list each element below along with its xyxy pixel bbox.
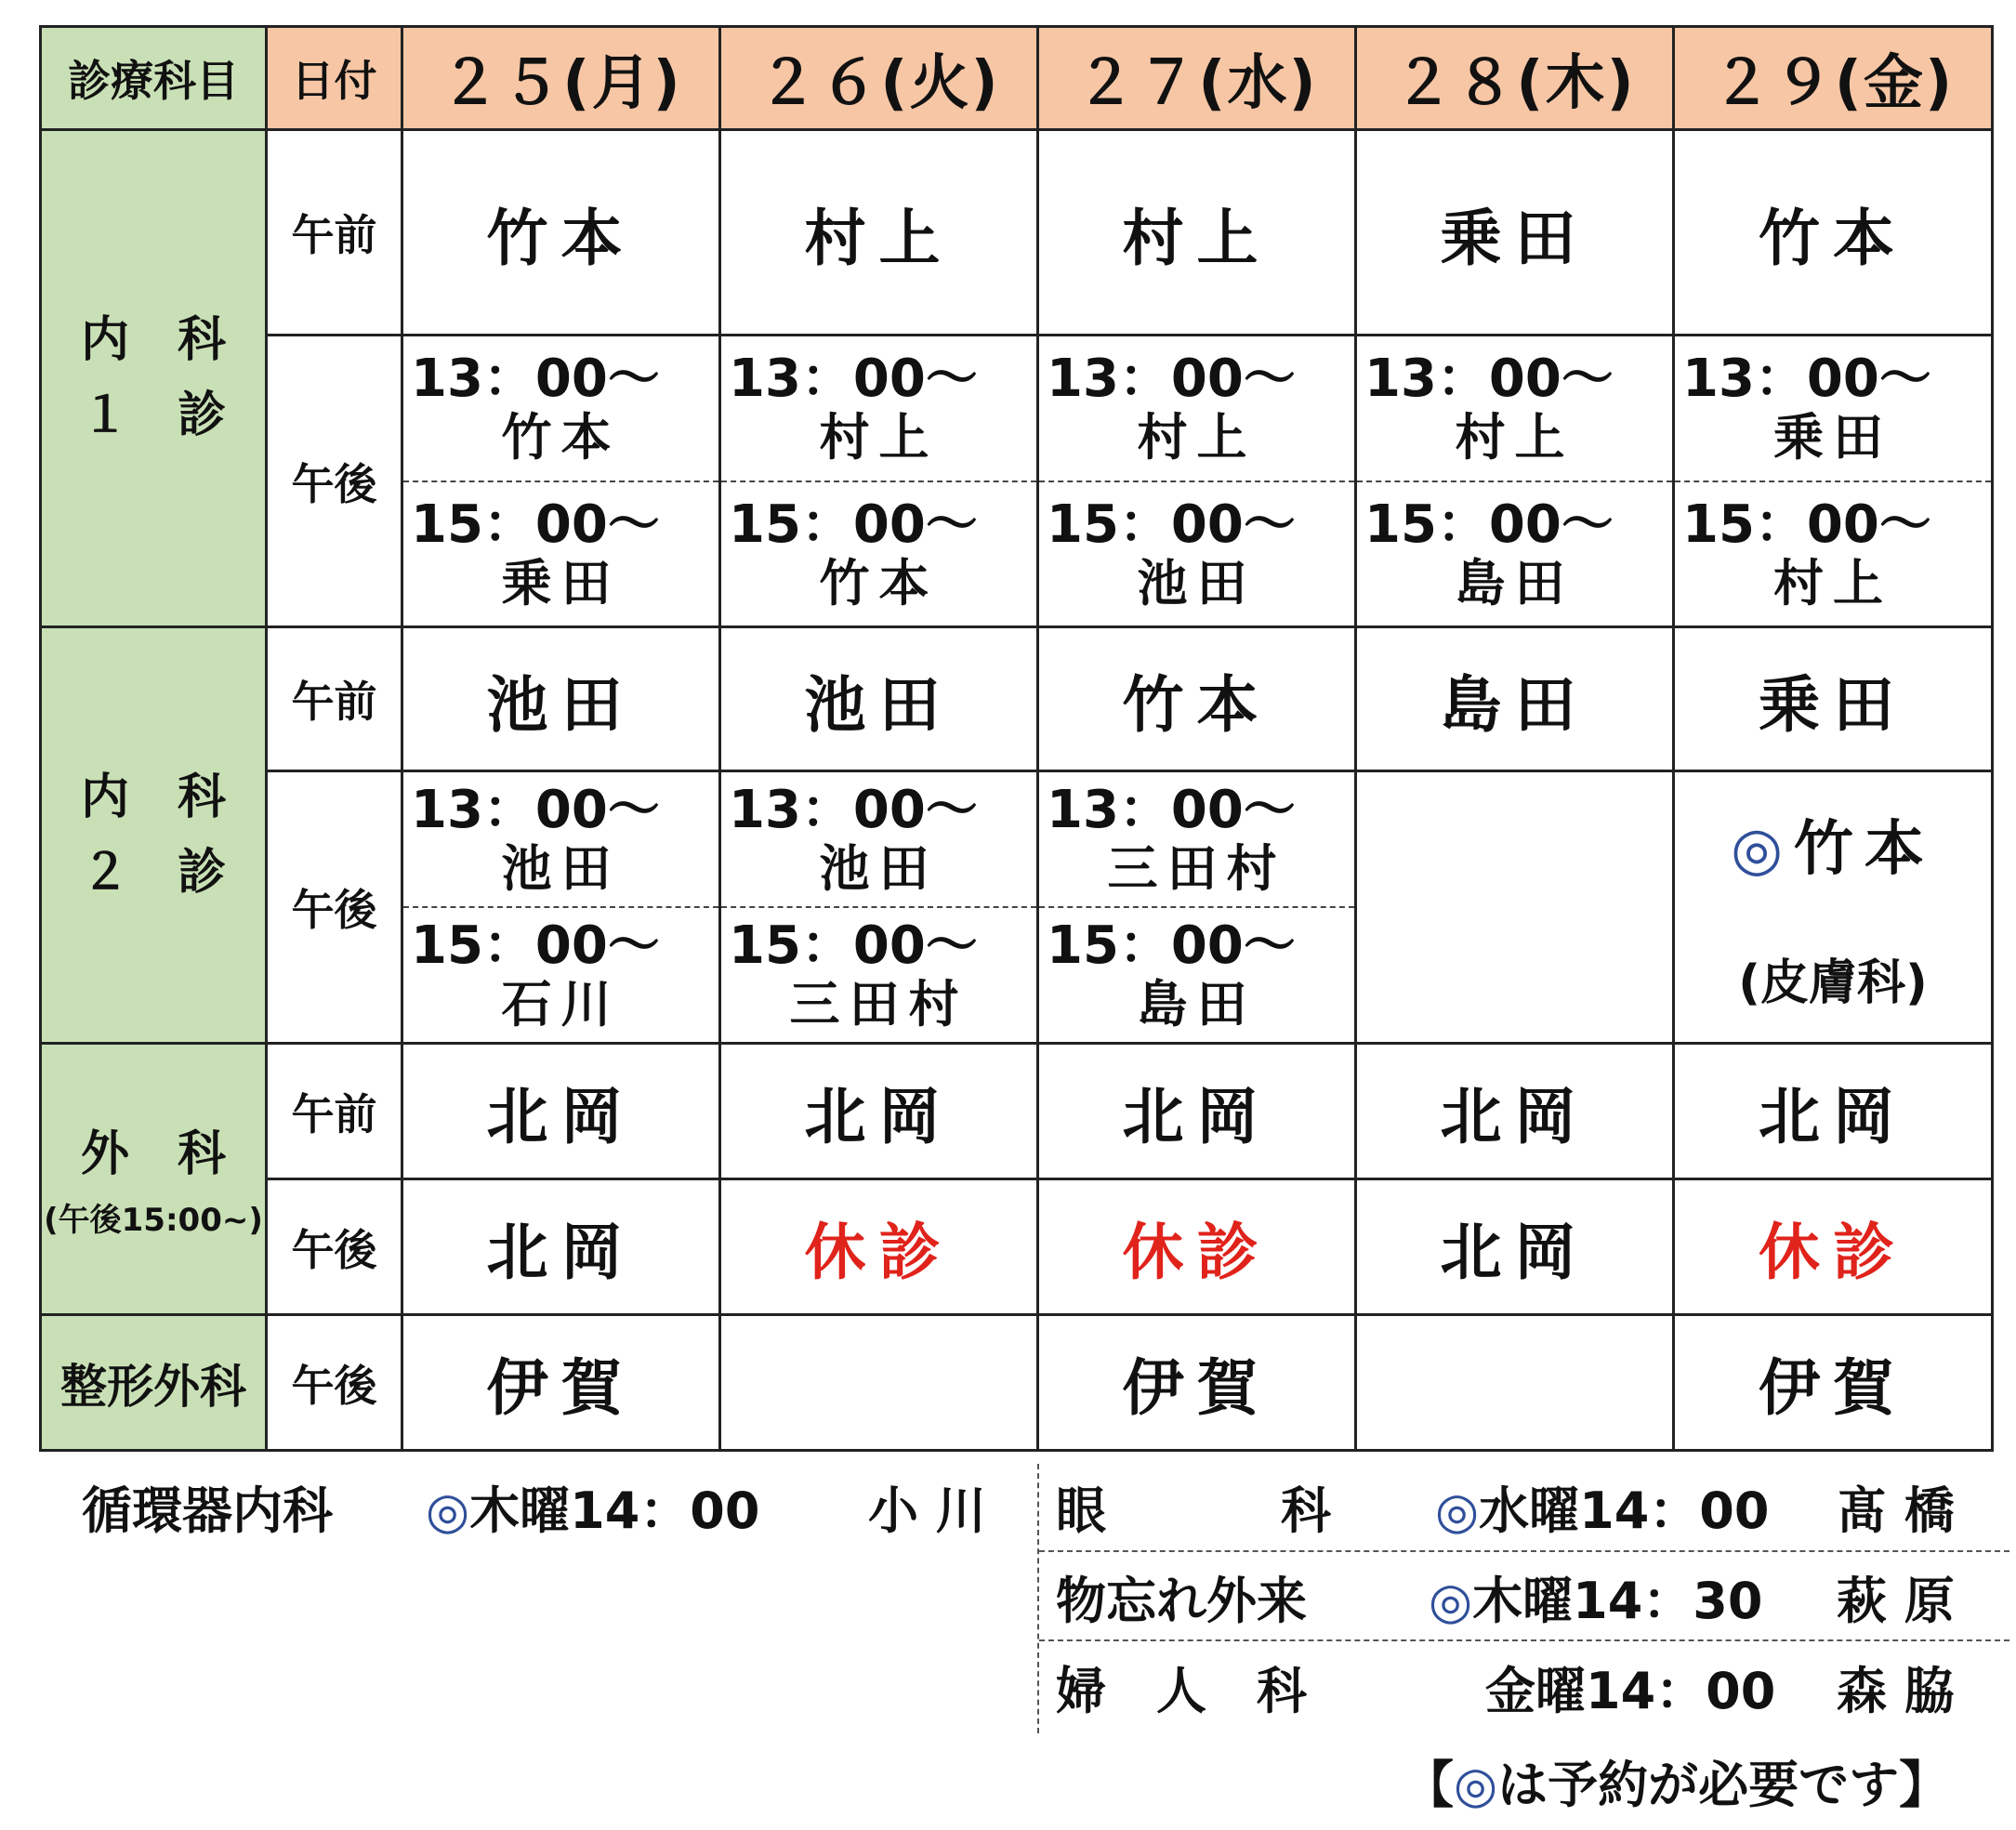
session-doctor: 池田 (819, 839, 939, 899)
memory-schedule (1429, 1561, 1762, 1633)
reservation-mark-icon: ◎ (1429, 1572, 1473, 1630)
surgery-am-thu: 北岡 (1356, 1044, 1674, 1179)
eye-doctor: 髙 橋 (1837, 1481, 1955, 1540)
session-time: 13：00～ (1364, 349, 1614, 409)
ortho-pm-thu (1356, 1315, 1674, 1451)
footer-divider (1039, 1550, 2009, 1552)
period-pm: 午後 (267, 1179, 402, 1315)
session-doctor: 乗田 (501, 553, 621, 612)
ortho-pm-tue (720, 1315, 1038, 1451)
session-time: 15：00～ (411, 494, 660, 555)
internal2-am-row (41, 627, 1993, 771)
period-pm: 午後 (267, 771, 402, 1044)
eye-schedule (1435, 1471, 1769, 1543)
surgery-pm-fri-closed: 休診 (1674, 1179, 1993, 1315)
eye-time: 水曜14：00 (1479, 1481, 1770, 1540)
ortho-dept: 整形外科 (41, 1315, 267, 1451)
day-header-thu: ２８(木) (1356, 27, 1674, 130)
session-time: 15：00～ (411, 915, 660, 976)
gyn-name: 婦 人 科 (1056, 1662, 1307, 1720)
session-time: 15：00～ (1364, 494, 1614, 555)
ortho-pm-fri: 伊賀 (1674, 1315, 1993, 1451)
reservation-mark-icon: ◎ (1731, 814, 1794, 884)
cardio-name: 循環器内科 (82, 1481, 333, 1540)
session-doctor: 竹本 (501, 408, 621, 467)
reservation-mark-icon: ◎ (1454, 1756, 1498, 1814)
day-header-fri: ２９(金) (1674, 27, 1993, 130)
internal1-pm-fri (1674, 336, 1993, 627)
date-header: 日付 (267, 27, 402, 130)
surgery-am-row (41, 1044, 1993, 1179)
internal2-pm-row (41, 771, 1993, 1044)
dermatology-note: (皮膚科) (1738, 955, 1928, 1012)
internal1-am-fri: 竹本 (1674, 130, 1993, 336)
internal1-pm-wed (1038, 336, 1356, 627)
reservation-note-text: は予約が必要です (1497, 1756, 1900, 1814)
surgery-pm-mon: 北岡 (402, 1179, 720, 1315)
internal2-am-tue: 池田 (720, 627, 1038, 771)
internal1-am-wed: 村上 (1038, 130, 1356, 336)
surgery-pm-wed-closed: 休診 (1038, 1179, 1356, 1315)
memory-name: 物忘れ外来 (1056, 1572, 1307, 1630)
memory-time: 木曜14：30 (1472, 1572, 1763, 1630)
reservation-mark-icon: ◎ (426, 1481, 470, 1540)
day-header-wed: ２７(水) (1038, 27, 1356, 130)
internal2-dept (41, 627, 267, 1044)
dermatology-doctor: 竹本 (1793, 814, 1935, 884)
surgery-dept (41, 1044, 267, 1315)
memory-doctor: 萩 原 (1837, 1572, 1955, 1630)
reservation-mark-icon: ◎ (1435, 1481, 1480, 1540)
internal1-pm-mon (402, 336, 720, 627)
internal2-pm-wed (1038, 771, 1356, 1044)
header-row (41, 27, 1993, 130)
period-am: 午前 (267, 130, 402, 336)
eye-name-1: 眼 (1056, 1481, 1106, 1540)
internal1-dept (41, 130, 267, 627)
internal2-am-mon: 池田 (402, 627, 720, 771)
ortho-pm-wed: 伊賀 (1038, 1315, 1356, 1451)
session-doctor: 村上 (1137, 408, 1257, 467)
eye-name-2: 科 (1281, 1481, 1331, 1540)
bracket-close: 】 (1899, 1756, 1950, 1814)
session-doctor: 池田 (1137, 553, 1257, 612)
surgery-pm-thu: 北岡 (1356, 1179, 1674, 1315)
internal2-name-line2: ２ 診 (80, 844, 226, 901)
footer-divider (1039, 1639, 2009, 1641)
session-time: 15：00～ (1047, 494, 1296, 555)
session-time: 15：00～ (729, 494, 978, 555)
internal2-pm-mon (402, 771, 720, 1044)
cardio-time: 木曜14：00 (469, 1481, 760, 1540)
surgery-am-mon: 北岡 (402, 1044, 720, 1179)
internal2-am-wed: 竹本 (1038, 627, 1356, 771)
cardio-doctor: 小 川 (868, 1481, 986, 1540)
period-am: 午前 (267, 627, 402, 771)
internal2-pm-thu-empty (1356, 771, 1674, 1044)
internal2-pm-fri (1674, 771, 1993, 1044)
surgery-pm-tue-closed: 休診 (720, 1179, 1038, 1315)
surgery-am-tue: 北岡 (720, 1044, 1038, 1179)
session-doctor: 乗田 (1773, 408, 1892, 467)
session-doctor: 石川 (501, 975, 621, 1034)
internal1-am-mon: 竹本 (402, 130, 720, 336)
session-doctor: 島田 (1137, 975, 1257, 1034)
internal2-name-line1: 内 科 (80, 769, 226, 825)
surgery-pm-row (41, 1179, 1993, 1315)
reservation-note (1403, 1745, 1949, 1817)
session-doctor: 村上 (1773, 553, 1892, 612)
session-time: 13：00～ (729, 349, 978, 409)
period-am: 午前 (267, 1044, 402, 1179)
day-header-tue: ２６(火) (720, 27, 1038, 130)
session-doctor: 三田村 (1107, 839, 1286, 899)
session-time: 13：00～ (1682, 349, 1931, 409)
surgery-sub: (午後15:00~) (44, 1201, 263, 1239)
session-time: 15：00～ (1682, 494, 1931, 555)
gyn-schedule: 金曜14：00 (1485, 1662, 1776, 1720)
internal2-pm-tue (720, 771, 1038, 1044)
session-time: 15：00～ (729, 915, 978, 976)
schedule-table (39, 25, 1994, 1452)
internal1-am-tue: 村上 (720, 130, 1038, 336)
cardio-schedule (426, 1471, 759, 1543)
session-doctor: 村上 (819, 408, 939, 467)
session-doctor: 竹本 (819, 553, 939, 612)
session-time: 15：00～ (1047, 915, 1296, 976)
ortho-pm-mon: 伊賀 (402, 1315, 720, 1451)
session-time: 13：00～ (411, 349, 660, 409)
surgery-am-fri: 北岡 (1674, 1044, 1993, 1179)
session-doctor: 島田 (1455, 553, 1575, 612)
internal1-am-thu: 乗田 (1356, 130, 1674, 336)
surgery-am-wed: 北岡 (1038, 1044, 1356, 1179)
internal1-pm-row (41, 336, 1993, 627)
internal1-name-line2: １ 診 (80, 388, 226, 443)
footer-divider-vertical (1037, 1464, 1039, 1733)
bracket-open: 【 (1403, 1756, 1454, 1814)
session-time: 13：00～ (1047, 779, 1296, 840)
day-header-mon: ２５(月) (402, 27, 720, 130)
session-time: 13：00～ (1047, 349, 1296, 409)
internal2-am-fri: 乗田 (1674, 627, 1993, 771)
session-time: 13：00～ (411, 779, 660, 840)
ortho-row (41, 1315, 1993, 1451)
internal2-am-thu: 島田 (1356, 627, 1674, 771)
dept-header: 診療科目 (41, 27, 267, 130)
surgery-name: 外 科 (80, 1126, 226, 1183)
internal1-pm-thu (1356, 336, 1674, 627)
gyn-doctor: 森 脇 (1837, 1662, 1955, 1720)
internal1-pm-tue (720, 336, 1038, 627)
period-pm: 午後 (267, 1315, 402, 1451)
period-pm: 午後 (267, 336, 402, 627)
session-time: 13：00～ (729, 779, 978, 840)
session-doctor: 村上 (1455, 408, 1575, 467)
session-doctor: 池田 (501, 839, 621, 899)
internal1-name-line1: 内 科 (80, 312, 226, 369)
session-doctor: 三田村 (789, 975, 968, 1034)
internal1-am-row (41, 130, 1993, 336)
